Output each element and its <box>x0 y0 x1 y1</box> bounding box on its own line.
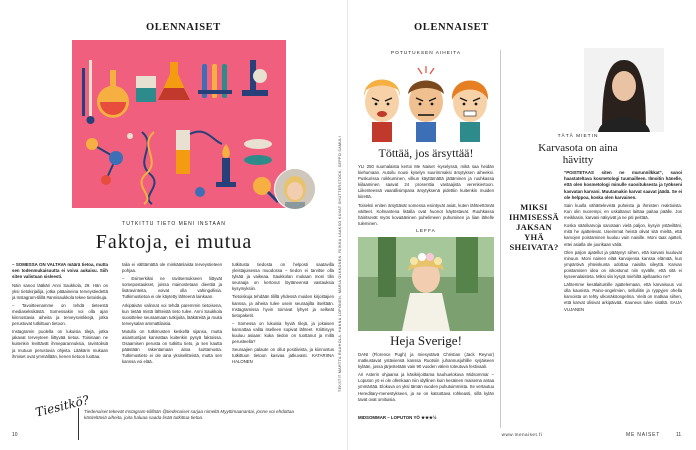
paragraph: Toiseksi eniten ärsyttävät somessa esiintyvät asiat, kuten lähteettömät väitteet. Kolmantena listalla ovat huonot käytöstavat. Ruuhkassa häiritsevät myös kovaääninen puhelimeen puhuminen ja liian lähelle tuleminen. <box>358 202 494 226</box>
section-title: OLENNAISET <box>146 22 221 33</box>
paragraph: Mutulla on tutkimusten keskellä sijansa, mutta asiantuntijan kannattaa kuitenkin pysyä faktoissa. Osaamisen perusta on tutkittu tieto, ja sen kautta päästään rakentamaan aitoa luottamusta. Tutkimustieto ei ole aina yksiselitteistä, mutta sen kanssa voi elää. <box>122 328 222 365</box>
paragraph: – Somessa on lukuisia hyviä tilejä, ja jokaisen kannattaa valita itselleen sopivat lähteet. Kriittisyys kuuluu asiaan: kuka tiedon on tuottanut ja millä perusteella? <box>232 320 334 345</box>
paragraph: Tietoiskuja tehdään tilillä yhdessä muiden kirjoittajien kanssa, ja aiheita tulee usein seuraajilta itseltään. Instagramissa hyvin toimivat lyhyet ja selkeät tietopaketit. <box>232 294 334 318</box>
did-you-know-text: Tiedenaiset tekevät Instagram-tilillään @tiedenaiset sarjaa nimeltä Myyttimaanantai, jonne voi ehdottaa käsiteltäviä aiheita, joita haluaa saada lisää tutkittua tietoa. <box>84 409 294 421</box>
tata-headline: Karvasota on aina hävitty <box>538 142 618 166</box>
column-3 <box>232 262 334 412</box>
paragraph: Näin sanoo lääkäri Anni Saukkola, 29. Hän on yksi tietokirjailija, jotka pääaineina terveystiedettä ja Instagram-tilillä #annisaukkola tekee tietoiskuja. <box>12 282 108 300</box>
angry-faces-icon <box>358 60 494 144</box>
burner-icon <box>222 158 230 184</box>
page-number: 11 <box>676 432 682 438</box>
leffa-kicker: LEFFA <box>416 229 436 234</box>
lead-paragraph: ”POISTETAAS siten ne murunnilkkat”, sanoi haastateltava kosmetologi tuumailleen. Ilmoitin hänelle, että olen kosmetologi minulle suosituksesta ja työkseni kasvatan karvani. Muutamakin karvat saavat jäädä. Se ei ole helppoa, koska olen karvainen. <box>564 170 682 200</box>
writer-portrait <box>584 48 664 132</box>
headline: Faktoja, ei mutua <box>95 231 253 253</box>
portrait-woman-image <box>275 169 315 209</box>
paragraph: Instagramin puolella on lukuisia tilejä, jotka jakavat terveyteen liittyvää tietoa. Toisinaan ne kuitenkin levittävät ihmeparannuksia, ravintolisiä ja mutuun perustuvia ohjeita. Lääkärin mukaan ihmiset ovat ymmällään, kenen tietoon luottaa. <box>12 329 108 359</box>
paragraph: Seuraajien palaute on ollut positiivista, ja kiinnostus tutkittuun tietoon kasvaa jatkuvasti. KATARIINA HALONEN <box>232 347 334 365</box>
paragraph: talia ei välttämättä ole minkäänlaista terveystieteen pohjaa. <box>122 262 222 274</box>
film-still-image <box>358 237 494 331</box>
paragraph: Sain kuulla vähättelevistä puheista ja ihmisten reaktioista. Kun olin nuorempi, en uskaltanut laittaa paitaa päälle. Jos meikkasin, karvani näkyivät ja ne piti peittää. <box>564 203 682 221</box>
paragraph: Koska säärikarvoja sanotaan vielä paljon, kysyin ystäviltäni, mitä he ajattelevat. Useimmat heistä olivat sitä mieltä, että karvojen poistaminen kuuluu vain naisille. Moni taas ajatteli, ettei asialla ole juurikaan väliä. <box>564 223 682 247</box>
column-divider <box>500 50 501 428</box>
did-you-know-label: Tiesitkö? <box>34 392 91 420</box>
potutus-headline: Töttää, jos ärsyttää! <box>378 146 474 160</box>
potutus-kicker: POTUTUKSEN AIHEITA <box>390 51 462 56</box>
lead-paragraph: – SOMESSA ON VALTAVA määrä tietoa, mutta sen todenmukaisuutta ei voiva aukaisu. Siih siten valistuan sisleesti. <box>12 262 108 280</box>
film-rating: MIDSOMMAR – LOPUTON YÖ ★★★½ <box>358 415 437 420</box>
paragraph: Olen paljon ajatellut ja päätynyt siihen, että karvani kuuluvat minuun. Moni nainen elää karvojensa kanssa elämää, kun ympäröivä yhteiskunta odottaa naisilta sileyttä. Karvan poistamisen idea on iskostunut niin syvälle, että sitä ei kyseenalaisteta. Miksi siis kysyä miehiltä ajellaanko ne? <box>564 249 682 280</box>
molecule-icon <box>86 138 98 150</box>
tata-kicker: TÄTÄ MIETIN <box>557 134 599 139</box>
pipette-icon <box>89 60 92 118</box>
paragraph: – Esimerkiksi ne ravitsemukseen liittyvät somepostaukset, joissa mainostetaan dieettiä ja lisäravinteita, voivat olla vahingollisia. Tutkimustietoa ei ole käytetty lähteenä lainkaan. <box>122 276 222 300</box>
potutus-body <box>358 164 494 228</box>
page-number: 10 <box>12 432 18 438</box>
paragraph: Lähtemme kesälaitumille ajattelemaan, että karvaisuus voi olla kaunista. Paino-ongelmien, selluliitin ja ryppyjen ohella karvoista on tehty ulkonäköongelma. Vielä on matkaa siihen, että karvat olisivat arkipäivää. Kauneus tulee sisältä. SAIJA VUJANEN <box>564 282 682 312</box>
leffa-headline: Heja Sverige! <box>390 333 462 348</box>
right-page <box>348 0 696 450</box>
kicker: TUTKITTU TIETO MENI INSTAAN <box>122 221 226 227</box>
website: www.menaiset.fi <box>501 432 543 437</box>
author-portrait <box>274 168 316 210</box>
section-title: OLENNAISET <box>414 22 489 33</box>
paragraph: DANI (Florence Pugh) ja miesystävä Christian (Jack Reynor) matkustavat ystäviensä kanssa Ruotsiin juhannusjuhlille syrjäiseen kylään, jossa järjestetään vain 90 vuoden välein toteutuva festivaali. <box>358 352 494 370</box>
angry-face-woman <box>364 80 400 143</box>
science-illustration <box>72 40 286 208</box>
paragraph: tutkitusta tiedosta on helposti saatavilla yleistajuisessa muodossa – tiedon ei tarvitse olla tylsää ja vaikeaa. Saukkolan mukaan moni tilin seuraaja on kertonut löytäneensä vastauksia kysymyksiin. <box>232 262 334 292</box>
paragraph: YLI 250 suomalaista kertoi Me Naiset -kyselyssä, mikä saa heidän kiehumaan. Autoilu nousi kyselyn suurimmaksi ärsytyksen aiheeksi. Puskurissa roikkuminen, vilkun käyttämättä jättäminen ja ruuhkassa kiilaaminen saavat 24 prosenttia vastaajista verenkiertoon. Liikenteessä vaarallisimpana ärsytyksenä pidettiin kuitenkin muiden kiirettä. <box>358 164 494 200</box>
column-2 <box>122 262 222 412</box>
angry-face-man <box>408 66 444 142</box>
column-1 <box>12 262 108 402</box>
angry-face-person <box>452 81 488 143</box>
quote-divider <box>78 408 79 440</box>
tata-body <box>564 170 682 428</box>
credits: TEKSTIT MARTTA RAUHOLA, HANNA LOPONEN, MARIA OLKKONEN, RIIKKA LAAKSO KUVAT SHUTTERSTOCK, SEPPO SAMULI <box>338 135 342 392</box>
portrait-writer-image <box>584 48 664 132</box>
angry-faces-illustration <box>358 60 494 144</box>
pull-quote: MIKSI IHMISESSÄ JAKSAN YHÄ SHEIVATA? <box>509 202 559 252</box>
paragraph: Arkipäivän valinnat voi tehdä paremmin tietoisena, kun tietää mistä lähteistä tieto tulee. Anni Saukkola suosittelee seuraamaan tutkijoita, lääkäreitä ja muita terveysalan ammattilaisia. <box>122 302 222 326</box>
petri-dish-icon <box>244 139 272 149</box>
paragraph: Ari Asterin ohjaama ja käsikirjoittama kauhuelokuva Midsommar – Loputon yö ei ole ollenkaan niin idyllinen kuin kesäinen maisema antaa ymmärtää. Elokuva on yksi tämän vuoden puhutuimmista. Se vertautuu Hereditary-menestykseen, ja se on katsottava rohkeasti, sillä kylän tavat ovat omituisia. <box>358 372 494 402</box>
lab-equipment-illustration <box>72 40 286 208</box>
thermometer-icon <box>82 68 85 116</box>
leffa-body <box>358 352 494 414</box>
paragraph: – Tavoitteenamme on tehdä tieteestä mediaseksikästä. Somessakin voi olla ajan kiinnostavia aiheita ja terveysvinkkejä, jotka perustuvat tutkittuun tietoon. <box>12 302 108 327</box>
magazine-name: ME NAISET <box>626 432 661 438</box>
film-scene-image <box>358 237 494 331</box>
